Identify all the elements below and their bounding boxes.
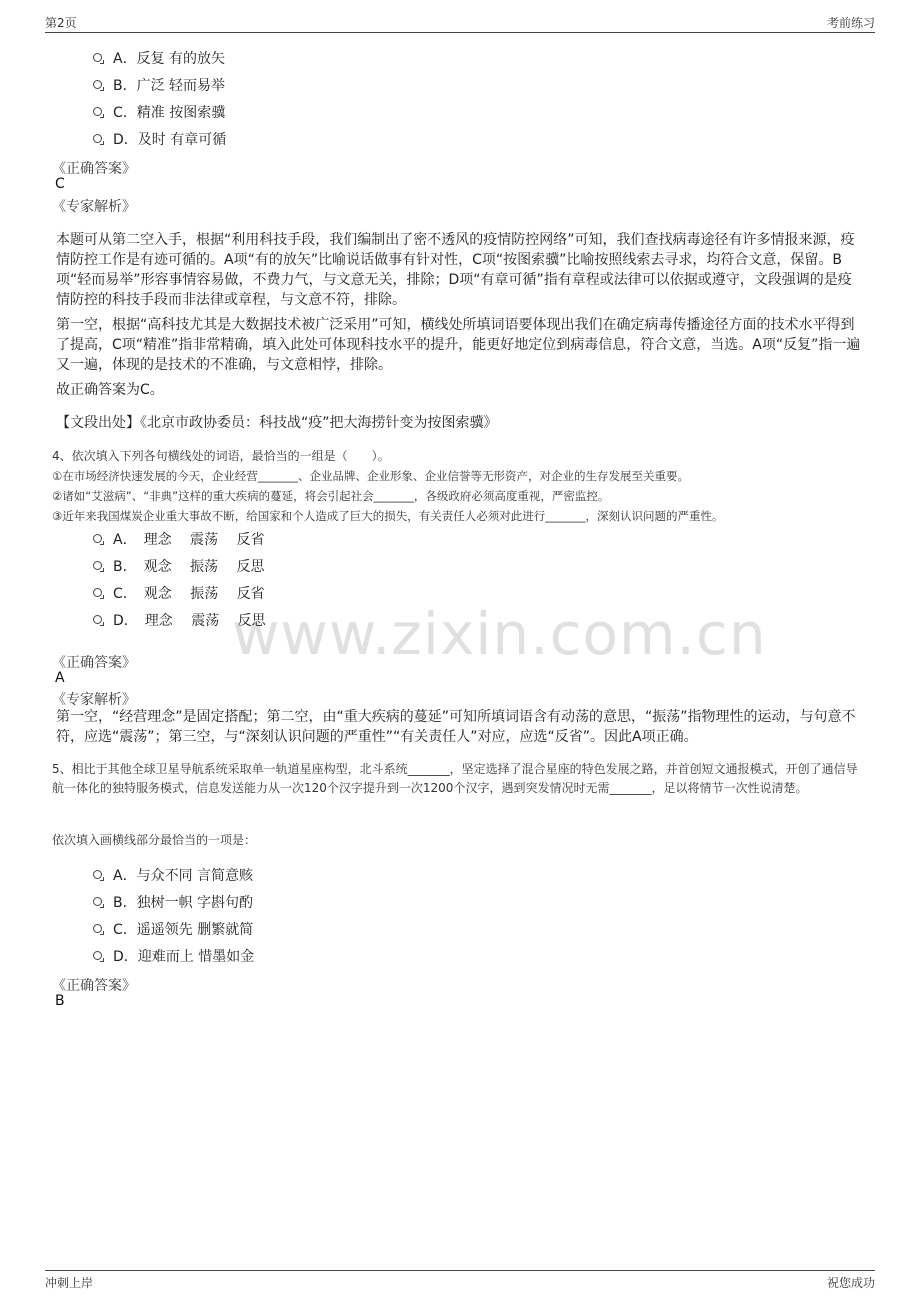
option-label: C． 观念 振荡 反省 <box>113 586 265 602</box>
q4-answer: A <box>55 670 65 686</box>
q3-answer-label: 《正确答案》 <box>52 161 136 177</box>
radio-icon[interactable] <box>93 924 102 933</box>
q4-analysis: 第一空，“经营理念”是固定搭配；第二空，由“重大疾病的蔓延”可知所填词语含有动荡的意思，“振荡”指物理性的运动，与句意不符，应选“震荡”；第三空，与“深刻认识问题的严重性”“有关责任人”对应，应选“反省”。因此A项正确。 <box>56 709 856 745</box>
footer-left-text: 冲刺上岸 <box>45 1276 94 1290</box>
q3-analysis-paragraph-2: 第一空，根据“高科技尤其是大数据技术被广泛采用”可知，横线处所填词语要体现出我们在确定病毒传播途径方面的技术水平得到了提高，C项“精准”指非常精确，填入此处可体现科技水平的提升，能更好地定位到病毒信息，符合文意，当选。A项“反复”指一遍又一遍，体现的是技术的不准确，与文意相悖，排除。 <box>56 317 861 373</box>
option-label: B．广泛 轻而易举 <box>113 78 226 94</box>
radio-icon[interactable] <box>93 134 102 143</box>
option-label: A． 理念 震荡 反省 <box>113 532 265 548</box>
option-label: D． 理念 震荡 反思 <box>113 613 266 629</box>
radio-icon[interactable] <box>93 897 102 906</box>
page-number: 第2页 <box>45 16 77 30</box>
radio-icon[interactable] <box>93 53 102 62</box>
option-label: D．迎难而上 惜墨如金 <box>113 949 255 965</box>
radio-icon[interactable] <box>93 615 102 624</box>
page-footer <box>45 1270 875 1291</box>
option-label: A．与众不同 言简意赅 <box>113 868 254 884</box>
q3-source: 【文段出处】《北京市政协委员：科技战“疫”把大海捞针变为按图索骥》 <box>56 415 498 431</box>
radio-icon[interactable] <box>93 107 102 116</box>
q4-answer-label: 《正确答案》 <box>52 655 136 671</box>
option-label: C．遥遥领先 删繁就简 <box>113 922 254 938</box>
radio-icon[interactable] <box>93 534 102 543</box>
header-title: 考前练习 <box>826 16 875 30</box>
q5-stem: 5、相比于其他全球卫星导航系统采取单一轨道星座构型，北斗系统_______，坚定选择了混合星座的特色发展之路，并首创短文通报模式，开创了通信导航一体化的独特服务模式，信息发送能力从一次120个汉字提升到一次1200个汉字，遇到突发情况时无需_______，足以将情节一次性说清楚。 <box>52 762 858 795</box>
q4-sentence-3: ③近年来我国煤炭企业重大事故不断，给国家和个人造成了巨大的损失，有关责任人必须对此进行_______，深刻认识问题的严重性。 <box>52 509 724 523</box>
option-label: B．独树一帜 字斟句酌 <box>113 895 254 911</box>
q3-analysis-label: 《专家解析》 <box>52 199 136 215</box>
radio-icon[interactable] <box>93 80 102 89</box>
option-label: A．反复 有的放矢 <box>113 51 226 67</box>
radio-icon[interactable] <box>93 588 102 597</box>
q5-answer-label: 《正确答案》 <box>52 978 136 994</box>
q4-stem: 4、依次填入下列各句横线处的词语，最恰当的一组是（ ）。 <box>52 449 390 463</box>
footer-right-text: 祝您成功 <box>826 1276 875 1290</box>
q4-sentence-1: ①在市场经济快速发展的今天，企业经营_______、企业品牌、企业形象、企业信誉等无形资产，对企业的生存发展至关重要。 <box>52 469 690 483</box>
option-label: D．及时 有章可循 <box>113 132 227 148</box>
option-label: C．精准 按图索骥 <box>113 105 226 121</box>
watermark: www.zixin.com.cn <box>232 600 767 668</box>
option-label: B． 观念 振荡 反思 <box>113 559 265 575</box>
q4-sentence-2: ②诸如“艾滋病”、“非典”这样的重大疾病的蔓延，将会引起社会_______，各级政府必须高度重视，严密监控。 <box>52 489 610 503</box>
radio-icon[interactable] <box>93 870 102 879</box>
q3-analysis-paragraph-3: 故正确答案为C。 <box>56 382 164 398</box>
radio-icon[interactable] <box>93 561 102 570</box>
page-header <box>45 14 875 33</box>
q5-prompt: 依次填入画横线部分最恰当的一项是： <box>52 833 257 847</box>
q5-answer: B <box>55 993 65 1009</box>
radio-icon[interactable] <box>93 951 102 960</box>
q3-analysis-paragraph-1: 本题可从第二空入手，根据“利用科技手段，我们编制出了密不透风的疫情防控网络”可知，我们查找病毒途径有许多情报来源，疫情防控工作是有迹可循的。A项“有的放矢”比喻说话做事有针对性，C项“按图索骥”比喻按照线索去寻求，均符合文意，保留。B项“轻而易举”形容事情容易做，不费力气，与文意无关，排除；D项“有章可循”指有章程或法律可以依据或遵守，文段强调的是疫情防控的科技手段而非法律或章程，与文意不符，排除。 <box>56 232 855 308</box>
q3-answer: C <box>55 176 65 192</box>
q4-analysis-label: 《专家解析》 <box>52 692 136 708</box>
